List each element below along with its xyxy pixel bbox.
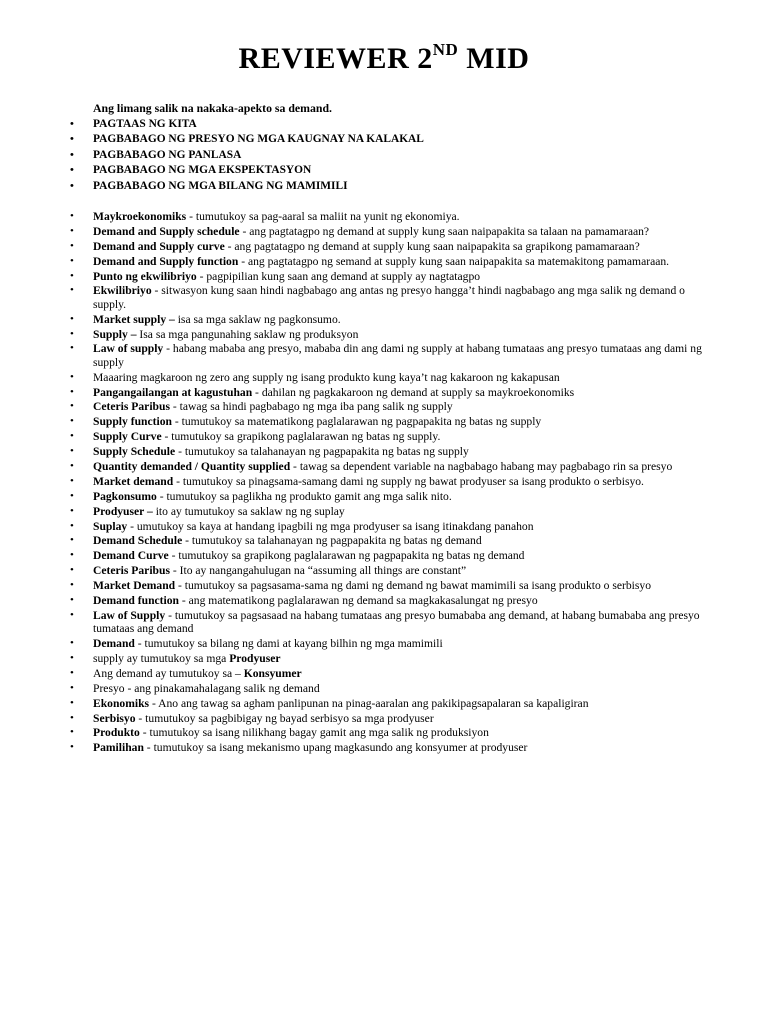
bullet-icon: • xyxy=(70,608,74,621)
term-name: Supply Schedule xyxy=(93,445,176,459)
term-item xyxy=(0,460,715,473)
term-name: Pangangailangan at kagustuhan xyxy=(93,385,253,399)
term-definition: - ang pagtatagpo ng demand at supply kung saan naipapakita sa grapikong pamamaraan? xyxy=(224,239,640,253)
bullet-icon: • xyxy=(70,269,74,282)
term-definition: - ang matematikong paglalarawan ng demand sa magkakasalungat ng presyo xyxy=(179,593,538,607)
bullet-icon: • xyxy=(70,637,74,650)
term-definition: - Ano ang tawag sa agham panlipunan na pinag-aaralan ang pakikipagsapalaran sa kapaligiran xyxy=(149,696,589,710)
term-item xyxy=(0,371,715,384)
term-item xyxy=(0,225,715,238)
bullet-icon: • xyxy=(70,210,74,222)
term-name: Market supply – xyxy=(93,312,175,326)
term-definition: Maaaring magkaroon ng zero ang supply ng isang produkto kung kaya’t nag kakaroon ng kakapusan xyxy=(93,370,560,384)
bullet-icon: • xyxy=(70,651,74,664)
bullet-icon: • xyxy=(70,593,74,606)
term-definition: - tumutukoy sa grapikong paglalarawan ng pagpapakita ng batas ng demand xyxy=(168,549,525,563)
title-superscript: ND xyxy=(432,40,459,59)
term-item xyxy=(0,549,715,562)
term-name: Serbisyo xyxy=(93,711,136,725)
bullet-icon: • xyxy=(70,489,74,502)
bullet-icon: • xyxy=(70,254,74,267)
term-definition: - sitwasyon kung saan hindi nagbabago ang antas ng presyo hangga’t hindi nagbabago ang mga salik ng demand o supply. xyxy=(93,284,685,311)
term-item xyxy=(0,490,715,503)
term-name: Ekonomiks xyxy=(93,696,150,710)
term-item xyxy=(0,520,715,533)
title-rest: MID xyxy=(458,42,530,75)
bullet-icon: • xyxy=(70,179,74,192)
term-name: Supply – xyxy=(93,327,137,341)
term-answer: Prodyuser xyxy=(229,651,281,665)
term-item xyxy=(0,210,715,223)
bullet-icon: • xyxy=(70,385,74,398)
bullet-icon: • xyxy=(70,474,74,487)
term-item xyxy=(0,667,715,680)
term-definition: - pagpipilian kung saan ang demand at supply ay nagtatagpo xyxy=(196,269,481,283)
term-definition: - tawag sa dependent variable na nagbabago habang may pagbabago rin sa presyo xyxy=(290,459,673,473)
term-name: Supply function xyxy=(93,415,172,429)
bullet-icon: • xyxy=(70,430,74,443)
term-name: Supply Curve xyxy=(93,430,162,444)
bullet-icon: • xyxy=(70,284,74,297)
term-definition: - tumutukoy sa paglikha ng produkto gamit ang mga salik nito. xyxy=(156,489,452,503)
term-definition: Presyo - ang pinakamahalagang salik ng demand xyxy=(93,681,320,695)
term-item xyxy=(0,328,715,341)
term-item xyxy=(0,637,715,650)
term-item xyxy=(0,475,715,488)
term-name: Ceteris Paribus xyxy=(93,564,170,578)
term-item xyxy=(0,313,715,326)
term-name: Demand function xyxy=(93,593,179,607)
factor-item xyxy=(0,148,768,163)
bullet-icon: • xyxy=(70,370,74,383)
term-name: Pamilihan xyxy=(93,741,144,755)
term-item xyxy=(0,712,715,725)
term-definition: - tumutukoy sa pagsasaad na habang tumataas ang presyo bumababa ang demand, at habang bumababa ang presyo tumataas ang demand xyxy=(93,608,700,636)
bullet-icon: • xyxy=(70,504,74,517)
term-item xyxy=(0,726,715,739)
term-item xyxy=(0,579,715,592)
term-item xyxy=(0,284,715,311)
term-definition: - tumutukoy sa isang mekanismo upang magkasundo ang konsyumer at prodyuser xyxy=(143,741,528,755)
factor-text: PAGTAAS NG KITA xyxy=(93,118,197,130)
factor-item xyxy=(0,117,768,132)
term-definition: - ang pagtatagpo ng demand at supply kung saan naipapakita sa talaan na pamamaraan? xyxy=(239,224,650,238)
term-definition: - tumutukoy sa talahanayan ng pagpapakita ng batas ng demand xyxy=(182,534,482,548)
term-name: Punto ng ekwilibriyo xyxy=(93,269,197,283)
term-definition: - tumutukoy sa pagbibigay ng bayad serbisyo sa mga prodyuser xyxy=(135,711,434,725)
term-item xyxy=(0,534,715,547)
term-item xyxy=(0,430,715,443)
term-name: Demand Curve xyxy=(93,549,169,563)
term-definition: - tawag sa hindi pagbabago ng mga iba pang salik ng supply xyxy=(169,400,453,414)
factor-text: PAGBABAGO NG MGA BILANG NG MAMIMILI xyxy=(93,179,348,192)
bullet-icon: • xyxy=(70,148,74,161)
term-item xyxy=(0,741,715,754)
term-name: Pagkonsumo xyxy=(93,489,157,503)
term-definition: - tumutukoy sa talahanayan ng pagpapakita ng batas ng supply xyxy=(175,445,469,459)
bullet-icon: • xyxy=(70,579,74,592)
bullet-icon: • xyxy=(70,696,74,709)
term-name: Maykroekonomiks xyxy=(93,210,187,223)
title-main: REVIEWER 2 xyxy=(238,42,433,75)
bullet-icon: • xyxy=(70,342,74,355)
term-name: Produkto xyxy=(93,726,140,740)
term-name: Demand xyxy=(93,637,135,651)
factors-heading: Ang limang salik na nakaka-apekto sa demand. xyxy=(93,101,332,115)
term-name: Demand and Supply schedule xyxy=(93,224,240,238)
factor-item xyxy=(0,163,768,178)
term-name: Demand and Supply curve xyxy=(93,239,225,253)
bullet-icon: • xyxy=(70,519,74,532)
factor-item xyxy=(0,132,768,147)
term-definition: - tumutukoy sa pag-aaral sa maliit na yunit ng ekonomiya. xyxy=(186,210,460,223)
term-definition: - Ito ay nangangahulugan na “assuming all things are constant” xyxy=(169,564,467,578)
term-item xyxy=(0,564,715,577)
bullet-icon: • xyxy=(70,534,74,547)
term-definition: - tumutukoy sa bilang ng dami at kayang bilhin ng mga mamimili xyxy=(134,637,443,651)
term-definition: - ang pagtatagpo ng semand at supply kung saan naipapakita sa matemakitong pamamaraan. xyxy=(238,254,670,268)
bullet-icon: • xyxy=(70,400,74,413)
factors-list xyxy=(0,117,768,194)
term-item xyxy=(0,342,715,369)
bullet-icon: • xyxy=(70,681,74,694)
term-definition: - umutukoy sa kaya at handang ipagbili ng mga prodyuser sa isang itinakdang panahon xyxy=(127,519,534,533)
bullet-icon: • xyxy=(70,741,74,754)
term-name: Ceteris Paribus xyxy=(93,400,170,414)
term-item xyxy=(0,682,715,695)
term-item xyxy=(0,240,715,253)
bullet-icon: • xyxy=(70,459,74,472)
bullet-icon: • xyxy=(70,726,74,739)
term-definition: - tumutukoy sa grapikong paglalarawan ng batas ng supply. xyxy=(161,430,441,444)
bullet-icon: • xyxy=(70,164,74,177)
term-definition: - tumutukoy sa isang nilikhang bagay gamit ang mga salik ng produksiyon xyxy=(139,726,489,740)
bullet-icon: • xyxy=(70,118,74,130)
term-name: Quantity demanded / Quantity supplied xyxy=(93,459,291,473)
factor-text: PAGBABAGO NG MGA EKSPEKTASYON xyxy=(93,164,312,177)
bullet-icon: • xyxy=(70,327,74,340)
bullet-icon: • xyxy=(70,564,74,577)
term-name: Demand Schedule xyxy=(93,534,183,548)
bullet-icon: • xyxy=(70,666,74,679)
term-item xyxy=(0,255,715,268)
bullet-icon: • xyxy=(70,224,74,237)
term-definition: - tumutukoy sa matematikong paglalarawan ng pagpapakita ng batas ng supply xyxy=(171,415,542,429)
term-name: Law of Supply xyxy=(93,608,166,622)
term-definition: isa sa mga saklaw ng pagkonsumo. xyxy=(174,312,341,326)
factor-text: PAGBABAGO NG PRESYO NG MGA KAUGNAY NA KALAKAL xyxy=(93,133,424,146)
bullet-icon: • xyxy=(70,133,74,146)
term-name: Demand and Supply function xyxy=(93,254,239,268)
term-answer: Konsyumer xyxy=(243,666,302,680)
bullet-icon: • xyxy=(70,549,74,562)
term-item xyxy=(0,505,715,518)
bullet-icon: • xyxy=(70,312,74,325)
term-definition: - dahilan ng pagkakaroon ng demand at supply sa maykroekonomiks xyxy=(252,385,575,399)
term-name: Law of supply xyxy=(93,342,164,356)
term-item xyxy=(0,386,715,399)
term-definition: - tumutukoy sa pinagsama-samang dami ng supply ng bawat prodyuser sa isang produkto o serbisyo. xyxy=(173,474,644,488)
term-name: Market Demand xyxy=(93,579,176,593)
term-item xyxy=(0,594,715,607)
term-definition: - tumutukoy sa pagsasama-sama ng dami ng demand ng bawat mamimili sa isang produkto o serbisyo xyxy=(175,579,652,593)
document-title xyxy=(0,40,768,76)
term-name: Prodyuser – xyxy=(93,504,153,518)
term-item xyxy=(0,400,715,413)
term-name: Ekwilibriyo xyxy=(93,284,152,298)
term-definition: Ang demand ay tumutukoy sa – xyxy=(93,666,244,680)
term-item xyxy=(0,652,715,665)
term-definition: supply ay tumutukoy sa mga xyxy=(93,651,230,665)
factor-text: PAGBABAGO NG PANLASA xyxy=(93,148,242,161)
term-item xyxy=(0,415,715,428)
factor-item xyxy=(0,179,768,194)
term-definition: Isa sa mga pangunahing saklaw ng produksyon xyxy=(136,327,359,341)
term-item xyxy=(0,697,715,710)
bullet-icon: • xyxy=(70,445,74,458)
terms-list xyxy=(0,210,768,756)
term-name: Suplay xyxy=(93,519,128,533)
bullet-icon: • xyxy=(70,415,74,428)
bullet-icon: • xyxy=(70,239,74,252)
term-definition: ito ay tumutukoy sa saklaw ng ng suplay xyxy=(152,504,345,518)
term-item xyxy=(0,445,715,458)
term-name: Market demand xyxy=(93,474,174,488)
term-definition: - habang mababa ang presyo, mababa din ang dami ng supply at habang tumataas ang presyo tumataas ang dami ng supply xyxy=(93,342,702,369)
term-item xyxy=(0,609,715,636)
bullet-icon: • xyxy=(70,711,74,724)
term-item xyxy=(0,270,715,283)
